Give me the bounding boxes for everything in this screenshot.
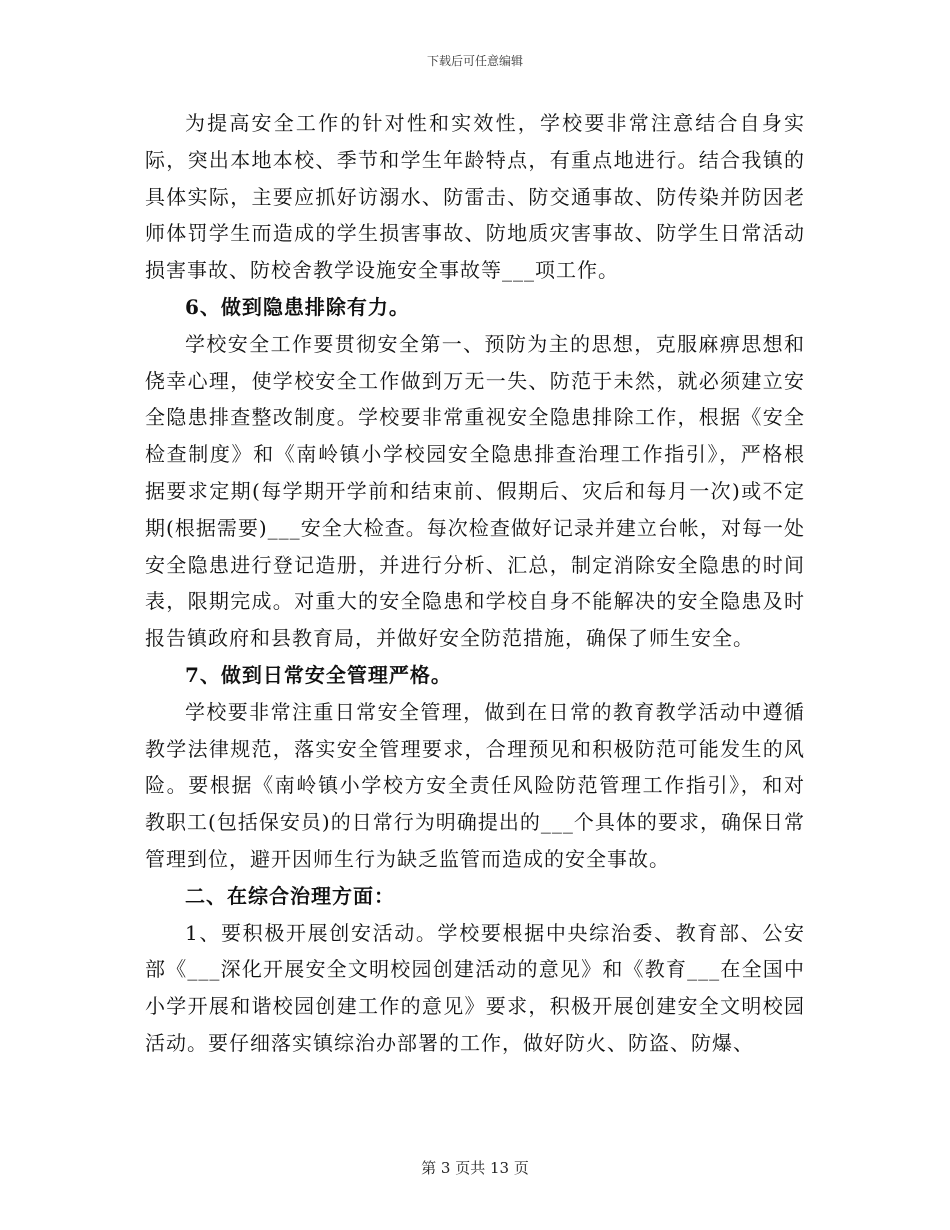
page-header: 下载后可任意编辑 [426, 54, 523, 68]
heading-hazard-removal: 6、做到隐患排除有力。 [185, 294, 410, 319]
paragraph-safety-campaign: 1、要积极开展创安活动。学校要根据中央综治委、教育部、公安部《___深化开展安全文明校园创建活动的意见》和《教育___在全国中小学开展和谐校园创建工作的意见》要求，积极开展创建安全文明校园活动。要仔细落实镇综治办部署的工作，做好防火、防盗、防爆、 [145, 920, 805, 1055]
paragraph-safety-targeting: 为提高安全工作的针对性和实效性，学校要非常注意结合自身实际，突出本地本校、季节和学生年龄特点，有重点地进行。结合我镇的具体实际，主要应抓好访溺水、防雷击、防交通事故、防传染并防因老师体罚学生而造成的学生损害事故、防地质灾害事故、防学生日常活动损害事故、防校舍教学设施安全事故等___项工作。 [145, 111, 805, 283]
heading-comprehensive-governance: 二、在综合治理方面： [185, 883, 395, 908]
page-footer: 第 3 页共 13 页 [421, 1159, 529, 1177]
paragraph-hazard-removal: 学校安全工作要贯彻安全第一、预防为主的思想，克服麻痹思想和侥幸心理，使学校安全工作做到万无一失、防范于未然，就必须建立安全隐患排查整改制度。学校要非常重视安全隐患排除工作，根据《安全检查制度》和《南岭镇小学校园安全隐患排查治理工作指引》，严格根据要求定期(每学期开学前和结束前、假期后、灾后和每月一次)或不定期(根据需要)___安全大检查。每次检查做好记录并建立台帐，对每一处安全隐患进行登记造册，并进行分析、汇总，制定消除安全隐患的时间表，限期完成。对重大的安全隐患和学校自身不能解决的安全隐患及时报告镇政府和县教育局，并做好安全防范措施，确保了师生安全。 [145, 331, 805, 651]
document-body [145, 105, 805, 1062]
heading-daily-management: 7、做到日常安全管理严格。 [185, 662, 452, 687]
paragraph-daily-management: 学校要非常注重日常安全管理，做到在日常的教育教学活动中遵循教学法律规范，落实安全管理要求，合理预见和积极防范可能发生的风险。要根据《南岭镇小学校方安全责任风险防范管理工作指引》，和对教职工(包括保安员)的日常行为明确提出的___个具体的要求，确保日常管理到位，避开因师生行为缺乏监管而造成的安全事故。 [145, 699, 805, 871]
